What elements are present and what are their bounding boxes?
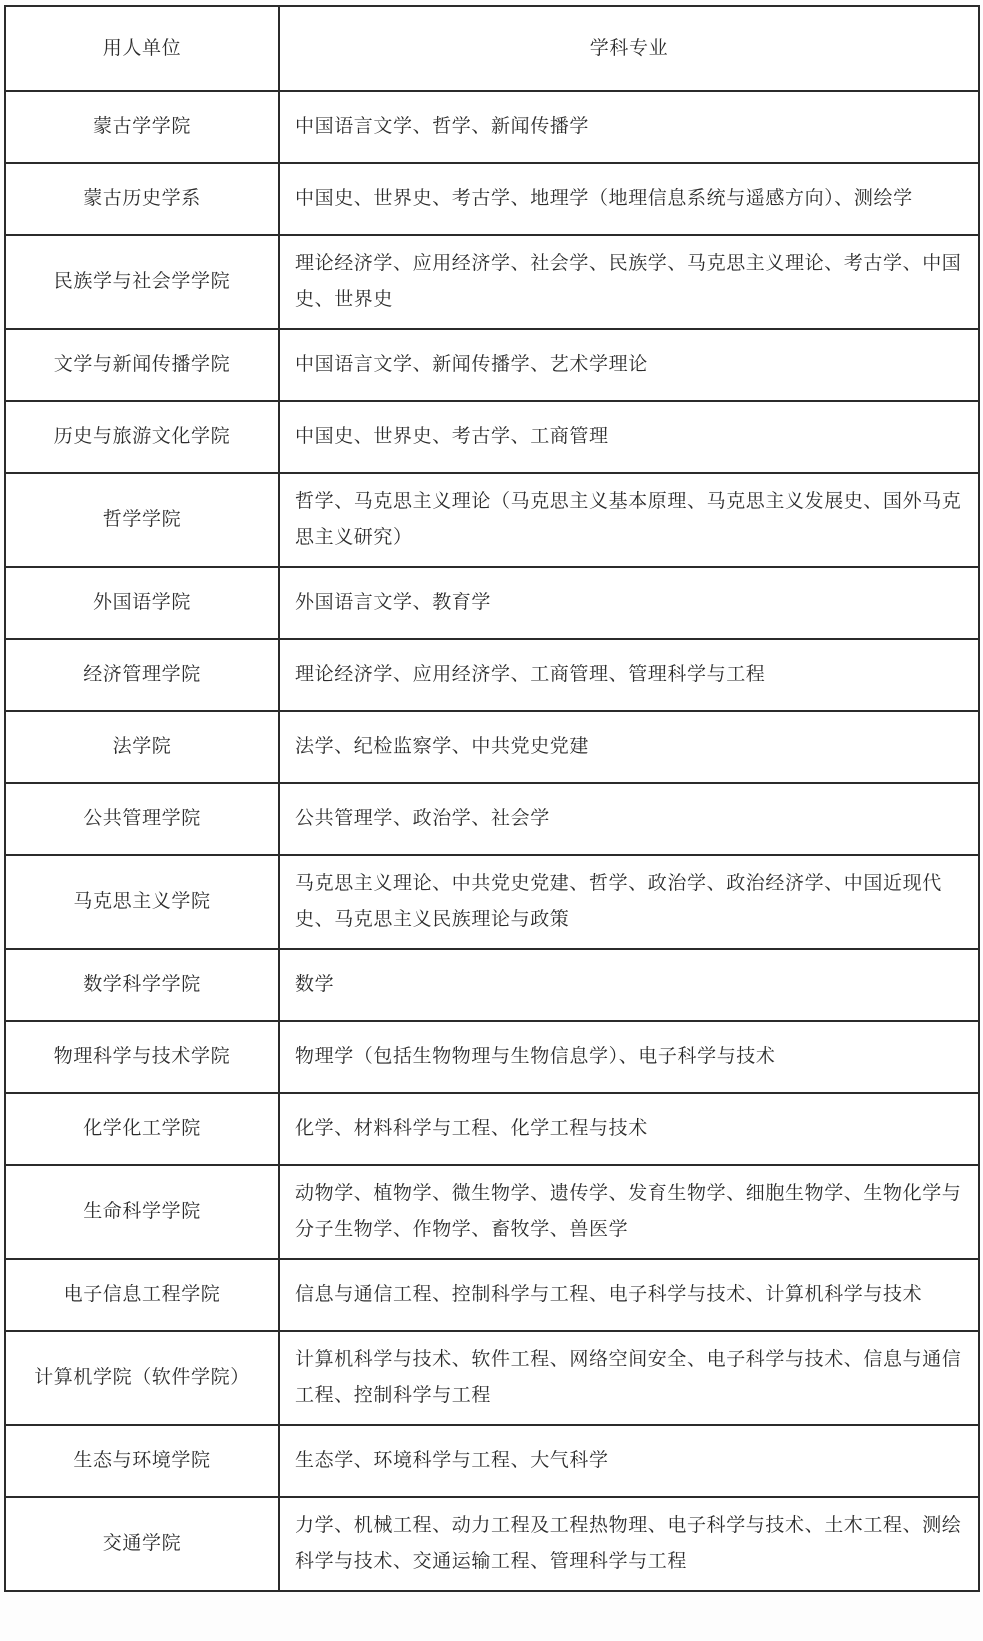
majors-cell: 计算机科学与技术、软件工程、网络空间安全、电子科学与技术、信息与通信工程、控制科学与工程 <box>279 1331 979 1425</box>
majors-cell: 马克思主义理论、中共党史党建、哲学、政治学、政治经济学、中国近现代史、马克思主义民族理论与政策 <box>279 855 979 949</box>
majors-cell: 数学 <box>279 949 979 1021</box>
table-row <box>5 949 979 1021</box>
majors-cell: 哲学、马克思主义理论（马克思主义基本原理、马克思主义发展史、国外马克思主义研究） <box>279 473 979 567</box>
table-row <box>5 1331 979 1425</box>
unit-cell: 蒙古学学院 <box>5 91 279 163</box>
unit-cell: 生态与环境学院 <box>5 1425 279 1497</box>
unit-cell: 经济管理学院 <box>5 639 279 711</box>
table-row <box>5 855 979 949</box>
unit-cell: 法学院 <box>5 711 279 783</box>
majors-cell: 公共管理学、政治学、社会学 <box>279 783 979 855</box>
majors-cell: 动物学、植物学、微生物学、遗传学、发育生物学、细胞生物学、生物化学与分子生物学、作物学、畜牧学、兽医学 <box>279 1165 979 1259</box>
unit-cell: 历史与旅游文化学院 <box>5 401 279 473</box>
table-row <box>5 1165 979 1259</box>
majors-cell: 中国史、世界史、考古学、地理学（地理信息系统与遥感方向）、测绘学 <box>279 163 979 235</box>
unit-cell: 电子信息工程学院 <box>5 1259 279 1331</box>
recruitment-disciplines-table <box>4 5 980 1592</box>
table-row <box>5 163 979 235</box>
table-row <box>5 401 979 473</box>
majors-cell: 信息与通信工程、控制科学与工程、电子科学与技术、计算机科学与技术 <box>279 1259 979 1331</box>
table-row <box>5 1425 979 1497</box>
unit-cell: 化学化工学院 <box>5 1093 279 1165</box>
unit-cell: 外国语学院 <box>5 567 279 639</box>
header-row <box>5 6 979 91</box>
majors-cell: 理论经济学、应用经济学、工商管理、管理科学与工程 <box>279 639 979 711</box>
majors-cell: 外国语言文学、教育学 <box>279 567 979 639</box>
column-header-unit: 用人单位 <box>5 6 279 91</box>
unit-cell: 哲学学院 <box>5 473 279 567</box>
table-row <box>5 1497 979 1591</box>
majors-cell: 化学、材料科学与工程、化学工程与技术 <box>279 1093 979 1165</box>
table-row <box>5 473 979 567</box>
table-row <box>5 639 979 711</box>
table-row <box>5 567 979 639</box>
table-header <box>5 6 979 91</box>
unit-cell: 文学与新闻传播学院 <box>5 329 279 401</box>
table-row <box>5 1021 979 1093</box>
unit-cell: 计算机学院（软件学院） <box>5 1331 279 1425</box>
majors-cell: 中国史、世界史、考古学、工商管理 <box>279 401 979 473</box>
unit-cell: 公共管理学院 <box>5 783 279 855</box>
table-row <box>5 783 979 855</box>
majors-cell: 力学、机械工程、动力工程及工程热物理、电子科学与技术、土木工程、测绘科学与技术、交通运输工程、管理科学与工程 <box>279 1497 979 1591</box>
column-header-majors: 学科专业 <box>279 6 979 91</box>
majors-cell: 生态学、环境科学与工程、大气科学 <box>279 1425 979 1497</box>
unit-cell: 生命科学学院 <box>5 1165 279 1259</box>
unit-cell: 物理科学与技术学院 <box>5 1021 279 1093</box>
unit-cell: 交通学院 <box>5 1497 279 1591</box>
table-row <box>5 235 979 329</box>
table-row <box>5 1259 979 1331</box>
majors-cell: 中国语言文学、新闻传播学、艺术学理论 <box>279 329 979 401</box>
unit-cell: 蒙古历史学系 <box>5 163 279 235</box>
table-row <box>5 711 979 783</box>
table-body <box>5 91 979 1591</box>
majors-cell: 法学、纪检监察学、中共党史党建 <box>279 711 979 783</box>
table-row <box>5 1093 979 1165</box>
majors-cell: 理论经济学、应用经济学、社会学、民族学、马克思主义理论、考古学、中国史、世界史 <box>279 235 979 329</box>
unit-cell: 民族学与社会学学院 <box>5 235 279 329</box>
table-row <box>5 329 979 401</box>
unit-cell: 数学科学学院 <box>5 949 279 1021</box>
unit-cell: 马克思主义学院 <box>5 855 279 949</box>
majors-cell: 物理学（包括生物物理与生物信息学）、电子科学与技术 <box>279 1021 979 1093</box>
table-row <box>5 91 979 163</box>
majors-cell: 中国语言文学、哲学、新闻传播学 <box>279 91 979 163</box>
